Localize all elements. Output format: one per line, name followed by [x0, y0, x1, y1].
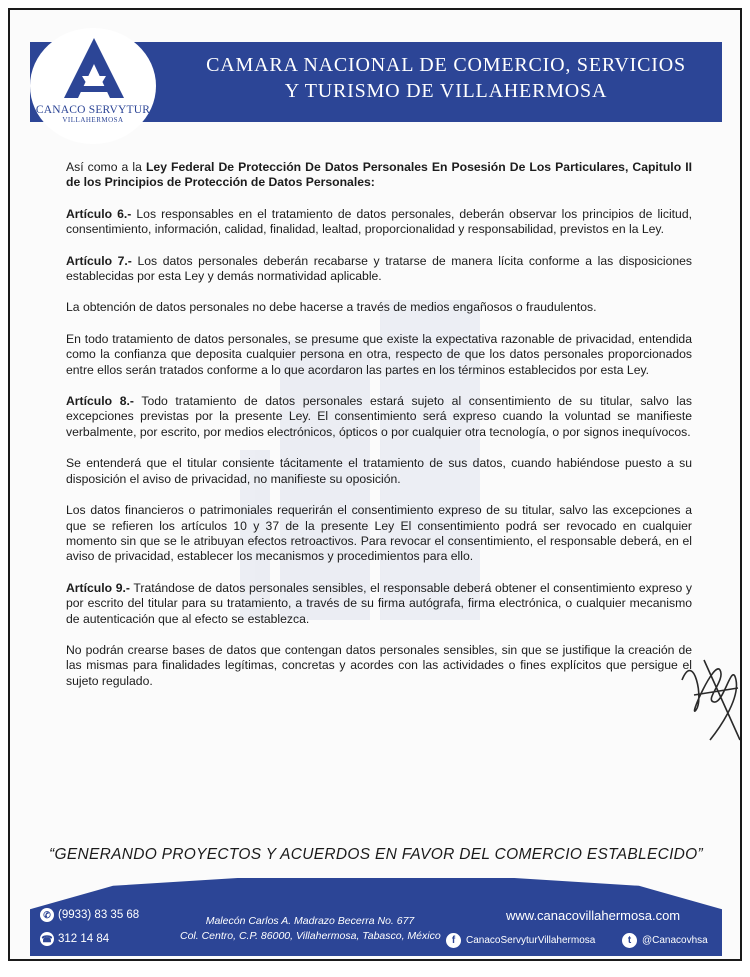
- phone-icon: ☎: [41, 934, 53, 944]
- article-8-text: Todo tratamiento de datos personales estará sujeto al consentimiento de su titular, salvo las excepciones previstas por la presente Ley. El consentimiento será expreso cuando la voluntad se manifieste verbalmente, por escrito, por medios electrónicos, ópticos o por cualquier otra tecnología, o por signos inequívocos.: [66, 394, 692, 439]
- article-9-text: Tratándose de datos personales sensibles, el responsable deberá obtener el consentimiento expreso y por escrito del titular para su tratamiento, a través de su firma autógrafa, firma electrónica, o cualquier mecanismo de autenticación que al efecto se establezca.: [66, 580, 692, 626]
- intro-law-title: Ley Federal De Protección De Datos Personales En Posesión De Los Particulares, Capitulo II de los Principios de Protección de Datos Personales:: [66, 160, 692, 190]
- facebook-handle: CanacoServyturVillahermosa: [466, 935, 596, 946]
- address-line-2: Col. Centro, C.P. 86000, Villahermosa, Tabasco, México: [180, 930, 441, 942]
- twitter-icon: t: [622, 933, 637, 948]
- phone-secondary-text: 312 14 84: [58, 933, 110, 945]
- facebook-link[interactable]: [446, 933, 595, 948]
- phone-secondary: [40, 932, 109, 946]
- intro-plain: Así como a la: [66, 160, 146, 174]
- paragraph-financieros: Los datos financieros o patrimoniales requerirán el consentimiento expreso de su titular, salvo las excepciones a que se refieren los artículos 10 y 37 de la presente Ley El consentimiento podrá ser revocado en cualquier momento sin que se le atribuyan efectos retroactivos. Para revocar el consentimiento, el responsable deberá, en el aviso de privacidad, establecer los mecanismos y procedimientos para ello.: [66, 503, 692, 564]
- organization-title: [176, 52, 716, 104]
- logo-text: [32, 104, 154, 124]
- article-6: [66, 207, 692, 238]
- paragraph-bases: No podrán crearse bases de datos que contengan datos personales sensibles, sin que se justifique la creación de las mismas para finalidades legítimas, concretas y acordes con las actividades o fines explícitos que persigue el sujeto regulado.: [66, 642, 692, 688]
- paragraph-obtencion: La obtención de datos personales no debe hacerse a través de medios engañosos o fraudulentos.: [66, 300, 597, 315]
- letterhead-footer: [10, 836, 740, 961]
- letterhead: [10, 10, 740, 140]
- address-line-1: Malecón Carlos A. Madrazo Becerra No. 677: [205, 915, 415, 927]
- handwritten-signature: [674, 640, 742, 750]
- title-line-1: CAMARA NACIONAL DE COMERCIO, SERVICIOS: [206, 54, 686, 76]
- article-7-label: Artículo 7.-: [66, 253, 132, 268]
- website-link[interactable]: www.canacovillahermosa.com: [506, 908, 681, 923]
- canaco-logo-icon: [62, 36, 126, 106]
- twitter-link[interactable]: [622, 933, 708, 948]
- paragraph-tratamiento: En todo tratamiento de datos personales, se presume que existe la expectativa razonable de privacidad, entendida como la confianza que deposita cualquier persona en otra, respecto de que los datos personales proporcionados entre ellos serán tratados conforme a lo que acordaron las partes en los términos establecidos por esta Ley.: [66, 331, 692, 377]
- intro-paragraph: [66, 160, 692, 191]
- phone-primary: [40, 908, 139, 922]
- logo-name: CANACO SERVYTUR: [35, 104, 151, 116]
- article-7-text: Los datos personales deberán recabarse y tratarse de manera lícita conforme a las disposiciones establecidas por esta Ley y demás normatividad aplicable.: [66, 253, 692, 284]
- phone-primary-text: (9933) 83 35 68: [58, 909, 140, 921]
- title-line-2: Y TURISMO DE VILLAHERMOSA: [284, 80, 608, 102]
- article-8-label: Artículo 8.-: [66, 394, 134, 409]
- facebook-icon: f: [446, 933, 461, 948]
- article-6-text: Los responsables en el tratamiento de datos personales, deberán observar los principios de licitud, consentimiento, información, calidad, finalidad, lealtad, proporcionalidad y responsabilidad, previstos en la Ley.: [66, 206, 692, 237]
- document-body: [66, 160, 692, 705]
- slogan: “GENERANDO PROYECTOS Y ACUERDOS EN FAVOR DEL COMERCIO ESTABLECIDO”: [49, 846, 703, 863]
- paragraph-tacito: Se entenderá que el titular consiente tácitamente el tratamiento de sus datos, cuando habiéndose puesto a su disposición el aviso de privacidad, no manifieste su oposición.: [66, 456, 692, 486]
- article-6-label: Artículo 6.-: [66, 206, 132, 221]
- address: [180, 914, 440, 944]
- article-7: [66, 254, 692, 285]
- whatsapp-icon: ✆: [40, 908, 54, 922]
- article-9: [66, 581, 692, 627]
- twitter-handle: @Canacovhsa: [642, 935, 708, 946]
- logo-city: VILLAHERMOSA: [62, 116, 124, 124]
- article-8: [66, 394, 692, 440]
- article-9-label: Artículo 9.-: [66, 580, 130, 595]
- document-page: [8, 8, 742, 961]
